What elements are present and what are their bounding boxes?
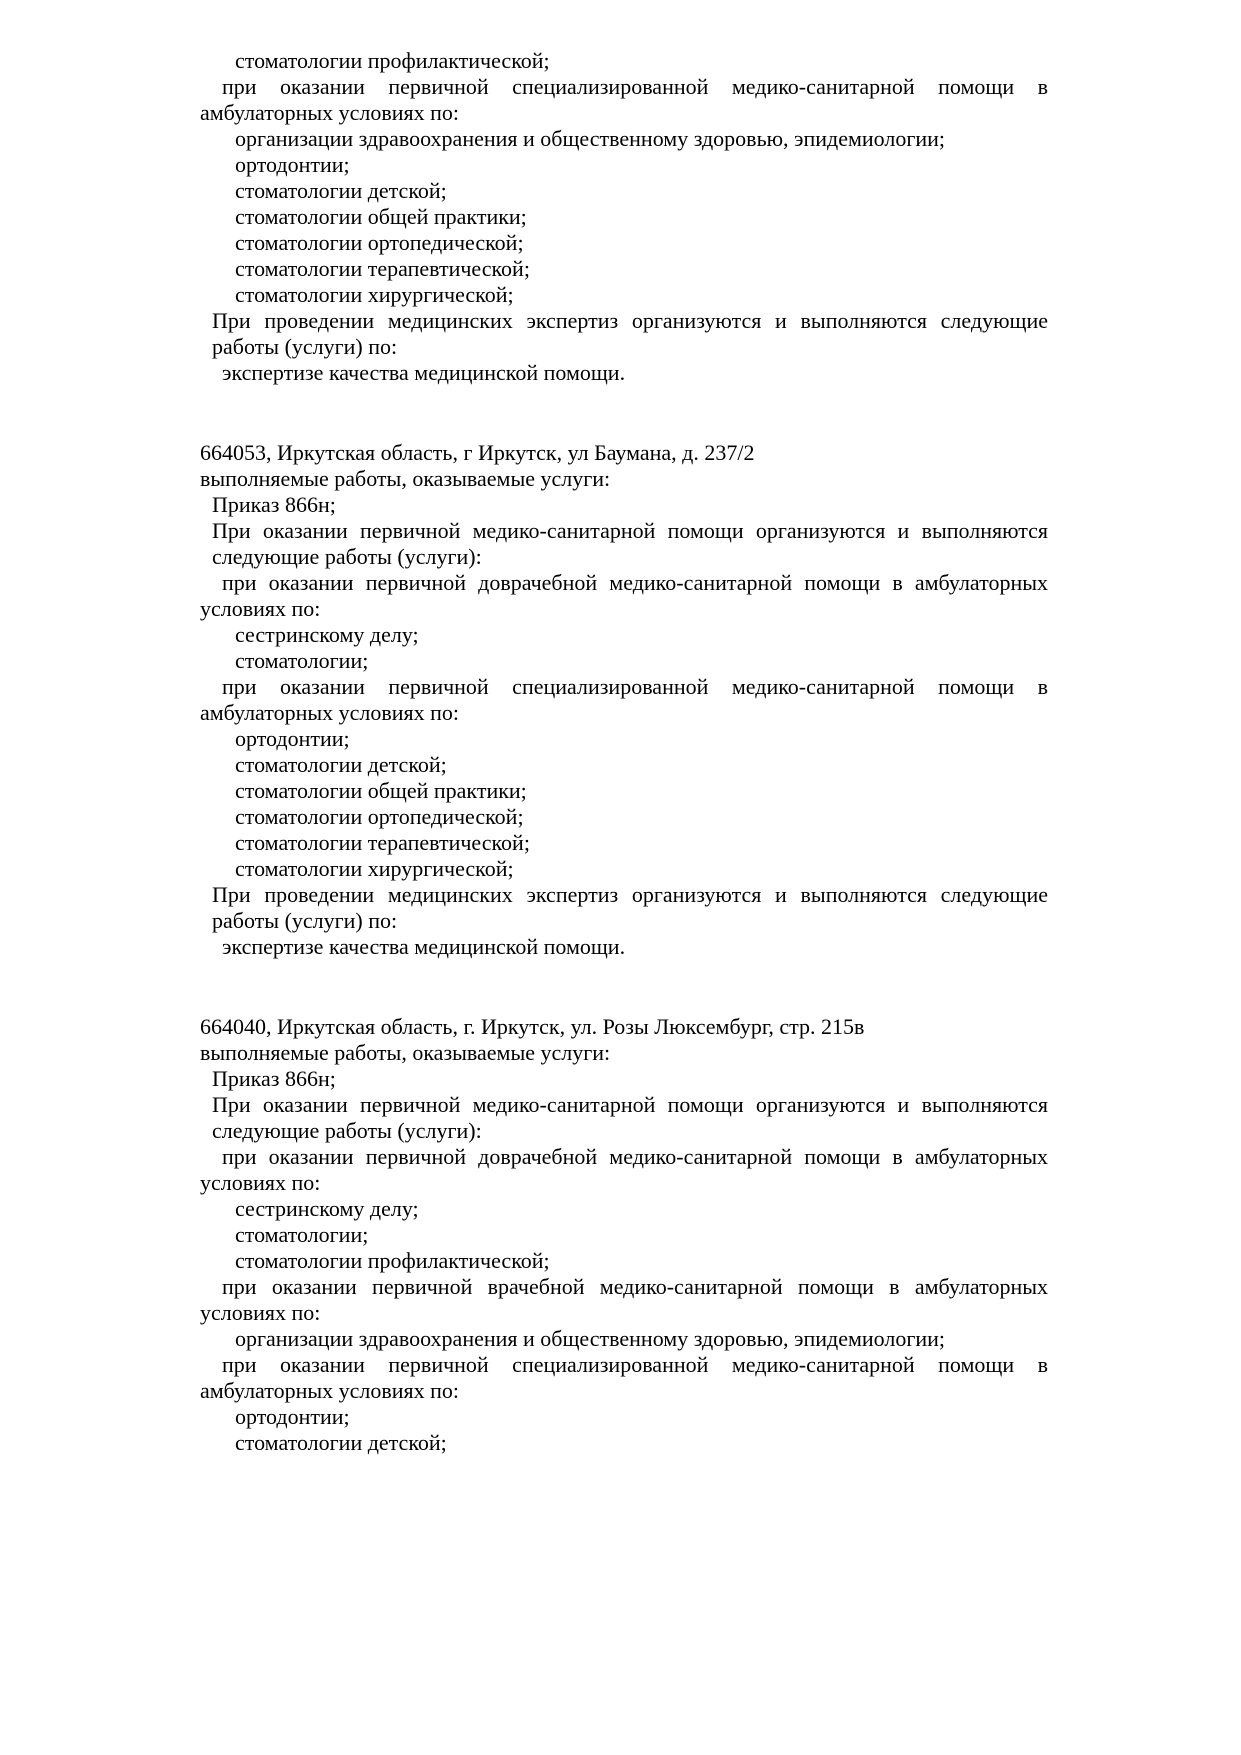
service-item: ортодонтии; [235, 1404, 350, 1429]
order-reference: Приказ 866н; [212, 1066, 336, 1091]
service-item: сестринскому делу; [235, 622, 419, 647]
condition-paragraph: при оказании первичной доврачебной медико-санитарной помощи в амбулаторных условиях по: [200, 570, 1048, 621]
condition-paragraph: При проведении медицинских экспертиз организуются и выполняются следующие работы (услуги) по: [212, 308, 1048, 359]
service-item: стоматологии детской; [235, 752, 447, 777]
service-item: стоматологии; [235, 648, 369, 673]
service-item: стоматологии ортопедической; [235, 230, 524, 255]
works-label: выполняемые работы, оказываемые услуги: [200, 466, 611, 491]
service-item: стоматологии терапевтической; [235, 830, 530, 855]
service-item: стоматологии ортопедической; [235, 804, 524, 829]
address-line: 664040, Иркутская область, г. Иркутск, ул. Розы Люксембург, стр. 215в [200, 1014, 865, 1039]
works-label: выполняемые работы, оказываемые услуги: [200, 1040, 611, 1065]
service-item: стоматологии детской; [235, 178, 447, 203]
condition-paragraph: При проведении медицинских экспертиз организуются и выполняются следующие работы (услуги) по: [212, 882, 1048, 933]
condition-paragraph: при оказании первичной врачебной медико-санитарной помощи в амбулаторных условиях по: [200, 1274, 1048, 1325]
service-item: стоматологии общей практики; [235, 204, 527, 229]
service-item: стоматологии общей практики; [235, 778, 527, 803]
condition-paragraph: при оказании первичной специализированной медико-санитарной помощи в амбулаторных условиях по: [200, 74, 1048, 125]
condition-paragraph: при оказании первичной специализированной медико-санитарной помощи в амбулаторных условиях по: [200, 674, 1048, 725]
service-item: стоматологии; [235, 1222, 369, 1247]
service-item: стоматологии хирургической; [235, 856, 514, 881]
order-reference: Приказ 866н; [212, 492, 336, 517]
service-item: экспертизе качества медицинской помощи. [222, 360, 626, 385]
service-item: организации здравоохранения и общественному здоровью, эпидемиологии; [235, 126, 946, 151]
condition-paragraph: при оказании первичной доврачебной медико-санитарной помощи в амбулаторных условиях по: [200, 1144, 1048, 1195]
condition-paragraph: При оказании первичной медико-санитарной помощи организуются и выполняются следующие работы (услуги): [212, 1092, 1048, 1143]
service-item: стоматологии терапевтической; [235, 256, 530, 281]
service-item: стоматологии хирургической; [235, 282, 514, 307]
service-item: стоматологии детской; [235, 1430, 447, 1455]
condition-paragraph: При оказании первичной медико-санитарной помощи организуются и выполняются следующие работы (услуги): [212, 518, 1048, 569]
service-item: ортодонтии; [235, 152, 350, 177]
service-item: организации здравоохранения и общественному здоровью, эпидемиологии; [235, 1326, 946, 1351]
license-works-block-continued [200, 48, 1048, 386]
service-item: стоматологии профилактической; [235, 48, 550, 73]
service-item: стоматологии профилактической; [235, 1248, 550, 1273]
service-item: сестринскому делу; [235, 1196, 419, 1221]
license-works-block-luxemburg [200, 1014, 1048, 1456]
license-works-block-baumana [200, 440, 1048, 960]
address-line: 664053, Иркутская область, г Иркутск, ул Баумана, д. 237/2 [200, 440, 755, 465]
condition-paragraph: при оказании первичной специализированной медико-санитарной помощи в амбулаторных условиях по: [200, 1352, 1048, 1403]
service-item: ортодонтии; [235, 726, 350, 751]
service-item: экспертизе качества медицинской помощи. [222, 934, 626, 959]
